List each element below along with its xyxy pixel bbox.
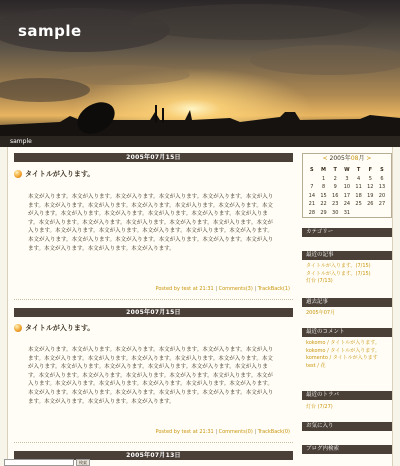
favorites-heading: お気に入り bbox=[302, 422, 392, 431]
calendar-day: 15 bbox=[320, 192, 327, 199]
recent-trackbacks-list bbox=[306, 404, 392, 412]
calendar-day: 26 bbox=[367, 201, 374, 207]
entry-date-bar: 2005年07月13日 bbox=[14, 451, 293, 460]
calendar-grid bbox=[306, 166, 388, 217]
calendar-day: 22 bbox=[320, 201, 327, 207]
recent-comment-link[interactable]: test / 花 bbox=[306, 362, 326, 369]
entry-title-text[interactable]: タイトルが入ります。 bbox=[25, 170, 95, 178]
trackback-link[interactable]: TrackBack(1) bbox=[257, 286, 290, 292]
weekday: M bbox=[321, 167, 327, 173]
recent-comment-link[interactable]: kokomo / タイトルが入ります。 bbox=[306, 340, 380, 346]
calendar-day: 23 bbox=[332, 201, 339, 207]
calendar-month: 08 bbox=[350, 155, 359, 162]
calendar-next-link[interactable]: > bbox=[366, 155, 372, 162]
calendar-day: 29 bbox=[320, 209, 327, 216]
site-subtitle: sample bbox=[0, 136, 400, 147]
calendar-day: 20 bbox=[378, 192, 386, 199]
entry-footer: Posted by test at 21:31 | Comments(3) | TrackBack(1) bbox=[155, 286, 290, 292]
calendar-day: 24 bbox=[343, 201, 351, 207]
weekday: S bbox=[310, 167, 314, 173]
calendar-year: 2005年 bbox=[329, 155, 351, 162]
calendar-day: 18 bbox=[355, 192, 362, 199]
recent-post-link[interactable]: タイトルが入ります。(7/15) bbox=[306, 270, 371, 277]
calendar-day: 17 bbox=[343, 192, 351, 199]
calendar-day: 28 bbox=[308, 209, 316, 216]
calendar-weekday-row bbox=[306, 166, 388, 175]
calendar-week-row bbox=[306, 200, 388, 209]
calendar-day: 4 bbox=[357, 175, 361, 182]
calendar-day: 13 bbox=[378, 184, 386, 190]
archive-list bbox=[306, 310, 392, 318]
recent-comments-list bbox=[306, 340, 392, 370]
entry-date-bar: 2005年07月15日 bbox=[14, 153, 293, 162]
calendar-day: 30 bbox=[332, 209, 339, 216]
calendar-prev-link[interactable]: < bbox=[322, 155, 328, 162]
calendar-day: 10 bbox=[343, 184, 351, 190]
entry-footer: Posted by test at 21:31 | Comments(0) | TrackBack(0) bbox=[155, 429, 290, 435]
calendar-day: 5 bbox=[368, 175, 372, 182]
weekday: S bbox=[380, 167, 384, 173]
calendar-day: 16 bbox=[332, 192, 339, 199]
entry-date-bar: 2005年07月15日 bbox=[14, 308, 293, 317]
header-banner bbox=[0, 0, 400, 136]
calendar-day: 7 bbox=[310, 184, 314, 190]
calendar bbox=[302, 153, 392, 218]
calendar-week-row bbox=[306, 192, 388, 201]
blog-search-input[interactable] bbox=[4, 459, 74, 466]
weekday: T bbox=[333, 167, 337, 173]
calendar-day: 12 bbox=[367, 184, 374, 190]
calendar-day: 19 bbox=[367, 192, 374, 199]
calendar-week-row bbox=[306, 183, 388, 192]
calendar-day: 9 bbox=[333, 184, 337, 190]
weekday: T bbox=[356, 167, 361, 173]
entry-divider bbox=[14, 299, 293, 301]
recent-post-link[interactable]: 灯台 (7/13) bbox=[306, 278, 333, 284]
entry-bullet-icon bbox=[14, 324, 22, 332]
recent-posts-list bbox=[306, 263, 392, 286]
trackback-link[interactable]: 灯台 (7/27) bbox=[306, 404, 333, 410]
calendar-day: 3 bbox=[345, 175, 349, 182]
comments-link[interactable]: Comments(3) bbox=[218, 286, 253, 292]
calendar-week-row bbox=[306, 209, 388, 218]
entry-divider bbox=[14, 442, 293, 444]
calendar-day: 8 bbox=[321, 184, 326, 190]
weekday: F bbox=[368, 167, 372, 173]
recent-comment-link[interactable]: kokomo / タイトルが入ります。 bbox=[306, 347, 380, 354]
archive-heading: 過去記事 bbox=[302, 298, 392, 307]
calendar-day: 1 bbox=[321, 175, 326, 182]
sunset-header-photo bbox=[0, 0, 400, 136]
trackback-link[interactable]: TrackBack(0) bbox=[257, 429, 290, 435]
archive-link[interactable]: 2005年07月 bbox=[306, 310, 336, 316]
posted-by: Posted by test at 21:31 bbox=[155, 286, 214, 292]
calendar-header bbox=[303, 154, 391, 164]
calendar-day bbox=[376, 209, 388, 218]
calendar-day bbox=[306, 175, 318, 184]
recent-trackbacks-heading: 最近のトラバ bbox=[302, 391, 392, 400]
comments-link[interactable]: Comments(0) bbox=[218, 429, 253, 435]
recent-comments-heading: 最近のコメント bbox=[302, 328, 392, 337]
calendar-day: 6 bbox=[380, 175, 384, 182]
entry-title[interactable] bbox=[14, 322, 94, 334]
calendar-day: 31 bbox=[343, 209, 351, 216]
weekday: W bbox=[344, 167, 350, 173]
calendar-day: 11 bbox=[355, 184, 362, 190]
blog-search-button[interactable]: 検索 bbox=[76, 459, 90, 466]
entry-bullet-icon bbox=[14, 170, 22, 178]
site-title[interactable]: sample bbox=[18, 22, 82, 40]
calendar-day: 25 bbox=[355, 201, 362, 207]
calendar-day: 14 bbox=[308, 192, 316, 199]
entry-body: 本文が入ります。本文が入ります。本文が入ります。本文が入ります。本文が入ります。本文が入ります。本文が入ります。本文が入ります。本文が入ります。本文が入ります。本文が入ります。本文が入ります。本文が入ります。本文が入ります。本文が入ります。本文が入ります。本文が入ります。本文が入ります。本文が入ります。本文が入ります。本文が入ります。本文が入ります。本文が入ります。本文が入ります。本文が入ります。本文が入ります。本文が入ります。本文が入ります。本文が入ります。本文が入ります。本文が入ります。本文が入ります。本文が入ります。本文が入ります。本文が入ります。本文が入ります。本文が入ります。 bbox=[28, 194, 274, 252]
entry-title[interactable] bbox=[14, 168, 94, 180]
calendar-day: 27 bbox=[378, 201, 386, 207]
calendar-week-row bbox=[306, 175, 388, 184]
calendar-month-suffix: 月 bbox=[358, 155, 365, 162]
recent-posts-heading: 最近の記事 bbox=[302, 251, 392, 260]
entry-title-text[interactable]: タイトルが入ります。 bbox=[25, 324, 95, 332]
recent-post-link[interactable]: タイトルが入ります。(7/15) bbox=[306, 263, 371, 269]
entry-body: 本文が入ります。本文が入ります。本文が入ります。本文が入ります。本文が入ります。本文が入ります。本文が入ります。本文が入ります。本文が入ります。本文が入ります。本文が入ります。本文が入ります。本文が入ります。本文が入ります。本文が入ります。本文が入ります。本文が入ります。本文が入ります。本文が入ります。本文が入ります。本文が入ります。本文が入ります。本文が入ります。本文が入ります。本文が入ります。本文が入ります。本文が入ります。本文が入ります。本文が入ります。本文が入ります。本文が入ります。本文が入ります。本文が入ります。本文が入ります。本文が入ります。本文が入ります。本文が入ります。 bbox=[28, 347, 274, 405]
recent-comment-link[interactable]: komento / タイトルが入ります bbox=[306, 355, 378, 361]
calendar-day: 2 bbox=[333, 175, 337, 182]
calendar-day: 21 bbox=[308, 201, 316, 207]
category-heading: カテゴリー bbox=[302, 228, 392, 237]
posted-by: Posted by test at 21:31 bbox=[155, 429, 214, 435]
calendar-day bbox=[364, 209, 376, 218]
calendar-day bbox=[353, 209, 365, 218]
blog-search-heading: ブログ内検索 bbox=[302, 445, 392, 454]
